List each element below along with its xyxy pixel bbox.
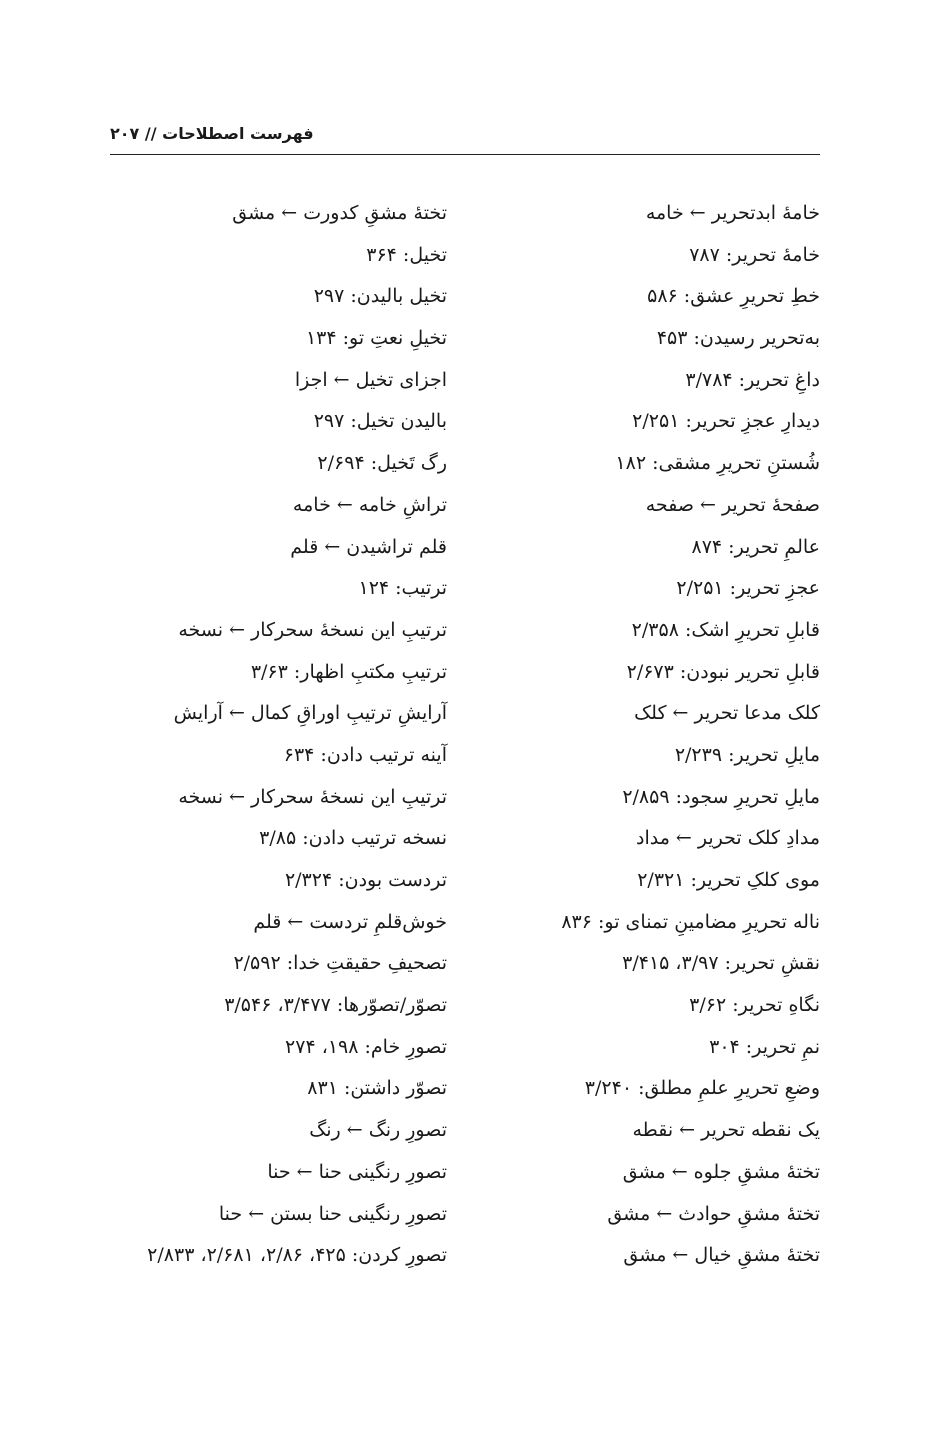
index-entry: رگ تَخیل: ۲/۶۹۴: [317, 452, 447, 475]
index-entry: مدادِ کلک تحریر ← مداد: [635, 827, 820, 850]
index-entry: قلم تراشیدن ← قلم: [290, 535, 447, 558]
index-entry: آرایشِ ترتیبِ اوراقِ کمال ← آرایش: [173, 702, 447, 725]
index-entry: قابلِ تحریر نبودن: ۲/۶۷۳: [626, 660, 820, 683]
index-entry: تصوّر داشتن: ۸۳۱: [307, 1077, 447, 1100]
index-entry: نقشِ تحریر: ۳/۹۷، ۳/۴۱۵: [622, 952, 820, 975]
index-entry: ناله تحریرِ مضامینِ تمنای تو: ۸۳۶: [561, 910, 820, 933]
index-column-left: [67, 193, 447, 1277]
index-entry: خطِ تحریرِ عشق: ۵۸۶: [647, 285, 820, 308]
index-entry: به‌تحریر رسیدن: ۴۵۳: [656, 327, 820, 350]
index-entry: تختهٔ مشقِ خیال ← مشق: [623, 1244, 820, 1267]
index-entry: وضعِ تحریرِ علمِ مطلق: ۳/۲۴۰: [584, 1077, 820, 1100]
index-entry: تصورِ رنگینی حنا بستن ← حنا: [218, 1202, 447, 1225]
index-entry: نگاهِ تحریر: ۳/۶۲: [689, 994, 820, 1017]
index-entry: تصحیفِ حقیقتِ خدا: ۲/۵۹۲: [233, 952, 447, 975]
index-entry: تصوّر/تصوّرها: ۳/۴۷۷، ۳/۵۴۶: [224, 994, 447, 1017]
index-entry: ترتیبِ مکتبِ اظهار: ۳/۶۳: [250, 660, 447, 683]
index-entry: مایلِ تحریر: ۲/۲۳۹: [674, 743, 820, 766]
running-header: [110, 118, 820, 154]
index-entry: ترتیب: ۱۲۴: [358, 577, 447, 600]
index-entry: تصورِ کردن: ۴۲۵، ۲/۸۶، ۲/۶۸۱، ۲/۸۳۳: [147, 1244, 447, 1267]
index-entry: صفحهٔ تحریر ← صفحه: [645, 493, 820, 516]
running-header-title: فهرست اصطلاحات // ۲۰۷: [110, 124, 314, 143]
index-entry: کلک مدعا تحریر ← کلک: [634, 702, 820, 725]
index-entry: دیدارِ عجزِ تحریر: ۲/۲۵۱: [632, 410, 820, 433]
index-entry: خامهٔ تحریر: ۷۸۷: [689, 243, 820, 266]
index-entry: تختهٔ مشقِ کدورت ← مشق: [232, 202, 447, 224]
index-entry: موی کلکِ تحریر: ۲/۳۲۱: [637, 869, 820, 891]
index-entry: تختهٔ مشقِ حوادث ← مشق: [607, 1202, 820, 1225]
index-column-right: [520, 193, 820, 1277]
index-entry: عجزِ تحریر: ۲/۲۵۱: [676, 577, 820, 600]
index-entry: نسخه ترتیب دادن: ۳/۸۵: [259, 827, 447, 850]
index-entry: ترتیبِ این نسخهٔ سحرکار ← نسخه: [178, 618, 447, 641]
index-entry: تختهٔ مشقِ جلوه ← مشق: [622, 1160, 820, 1183]
index-entry: تخیل: ۳۶۴: [366, 243, 447, 266]
index-entry: خوش‌قلمِ تردست ← قلم: [253, 910, 447, 933]
index-entry: قابلِ تحریرِ اشک: ۲/۳۵۸: [631, 618, 820, 641]
index-entry: شُستنِ تحریرِ مشقی: ۱۸۲: [615, 452, 820, 475]
index-entry: تردست بودن: ۲/۳۲۴: [284, 869, 447, 891]
index-entry: آینه ترتیب دادن: ۶۳۴: [283, 743, 447, 766]
index-entry: یک نقطه تحریر ← نقطه: [632, 1119, 820, 1142]
index-entry: داغِ تحریر: ۳/۷۸۴: [685, 368, 820, 391]
index-entry: تصورِ رنگ ← رنگ: [309, 1119, 447, 1142]
index-entry: نمِ تحریر: ۳۰۴: [709, 1035, 820, 1058]
index-entry: اجزای تخیل ← اجزا: [294, 368, 447, 391]
index-entry: ترتیبِ این نسخهٔ سحرکار ← نسخه: [178, 785, 447, 808]
index-entry: تخیل بالیدن: ۲۹۷: [313, 285, 447, 308]
index-entry: تصورِ رنگینی حنا ← حنا: [267, 1160, 447, 1183]
index-entry: عالمِ تحریر: ۸۷۴: [691, 535, 820, 558]
index-entry: مایلِ تحریرِ سجود: ۲/۸۵۹: [622, 785, 820, 808]
index-entry: تخیلِ نعتِ تو: ۱۳۴: [305, 327, 447, 350]
index-entry: تراشِ خامه ← خامه: [292, 493, 447, 516]
index-entry: تصورِ خام: ۱۹۸، ۲۷۴: [285, 1035, 447, 1058]
index-entry: خامهٔ ابدتحریر ← خامه: [645, 202, 820, 224]
index-entry: بالیدن تخیل: ۲۹۷: [313, 410, 447, 433]
header-rule: [110, 154, 820, 155]
